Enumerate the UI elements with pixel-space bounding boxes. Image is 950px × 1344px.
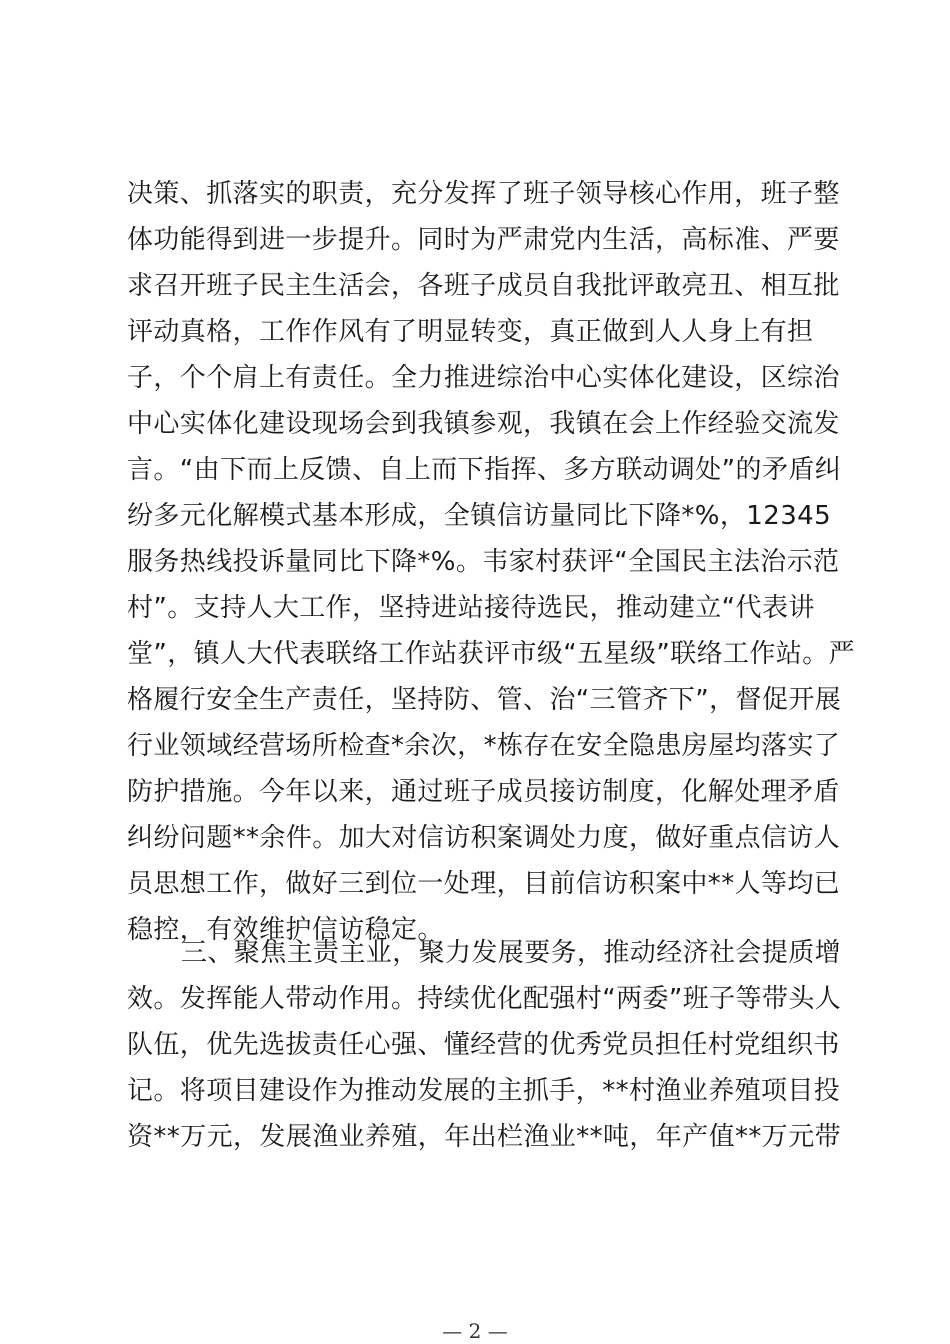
text-line: 村”。支持人大工作，坚持进站接待选民，推动建立“代表讲 [127, 593, 815, 623]
page-number: — 2 — [442, 1319, 508, 1343]
text-line: 中心实体化建设现场会到我镇参观，我镇在会上作经验交流发 [127, 409, 840, 439]
text-line: 纠纷问题**余件。加大对信访积案调处力度，做好重点信访人 [127, 823, 841, 853]
text-line: 效。发挥能人带动作用。持续优化配强村“两委”班子等带头人 [127, 984, 842, 1014]
text-line: 决策、抓落实的职责，充分发挥了班子领导核心作用，班子整 [127, 179, 840, 209]
text-line: 子，个个肩上有责任。全力推进综治中心实体化建设，区综治 [127, 363, 840, 393]
text-line: 体功能得到进一步提升。同时为严肃党内生活，高标准、严要 [127, 225, 840, 255]
text-line: 员思想工作，做好三到位一处理，目前信访积案中**人等均已 [127, 869, 841, 899]
text-line: 记。将项目建设作为推动发展的主抓手，**村渔业养殖项目投 [127, 1076, 841, 1106]
text-line: 格履行安全生产责任，坚持防、管、治“三管齐下”，督促开展 [127, 685, 842, 715]
text-line: 言。“由下而上反馈、自上而下指挥、多方联动调处”的矛盾纠 [127, 455, 842, 485]
text-line: 队伍，优先选拔责任心强、懂经营的优秀党员担任村党组织书 [127, 1030, 840, 1060]
text-line: 求召开班子民主生活会，各班子成员自我批评敢亮丑、相互批 [127, 271, 840, 301]
text-line: 资**万元，发展渔业养殖，年出栏渔业**吨，年产值**万元带 [127, 1122, 842, 1152]
text-line: 纷多元化解模式基本形成，全镇信访量同比下降*%，12345 [127, 501, 832, 531]
text-line: 服务热线投诉量同比下降*%。韦家村获评“全国民主法治示范 [127, 547, 840, 577]
text-line: 堂”，镇人大代表联络工作站获评市级“五星级”联络工作站。严 [127, 639, 856, 669]
text-line: 稳控，有效维护信访稳定。 [127, 915, 444, 945]
text-line: 评动真格，工作作风有了明显转变，真正做到人人身上有担 [127, 317, 814, 347]
text-line: 防护措施。今年以来，通过班子成员接访制度，化解处理矛盾 [127, 777, 840, 807]
text-line: 行业领域经营场所检查*余次，*栋存在安全隐患房屋均落实了 [127, 731, 841, 761]
text-line: 三、聚焦主责主业，聚力发展要务，推动经济社会提质增 [181, 938, 842, 968]
